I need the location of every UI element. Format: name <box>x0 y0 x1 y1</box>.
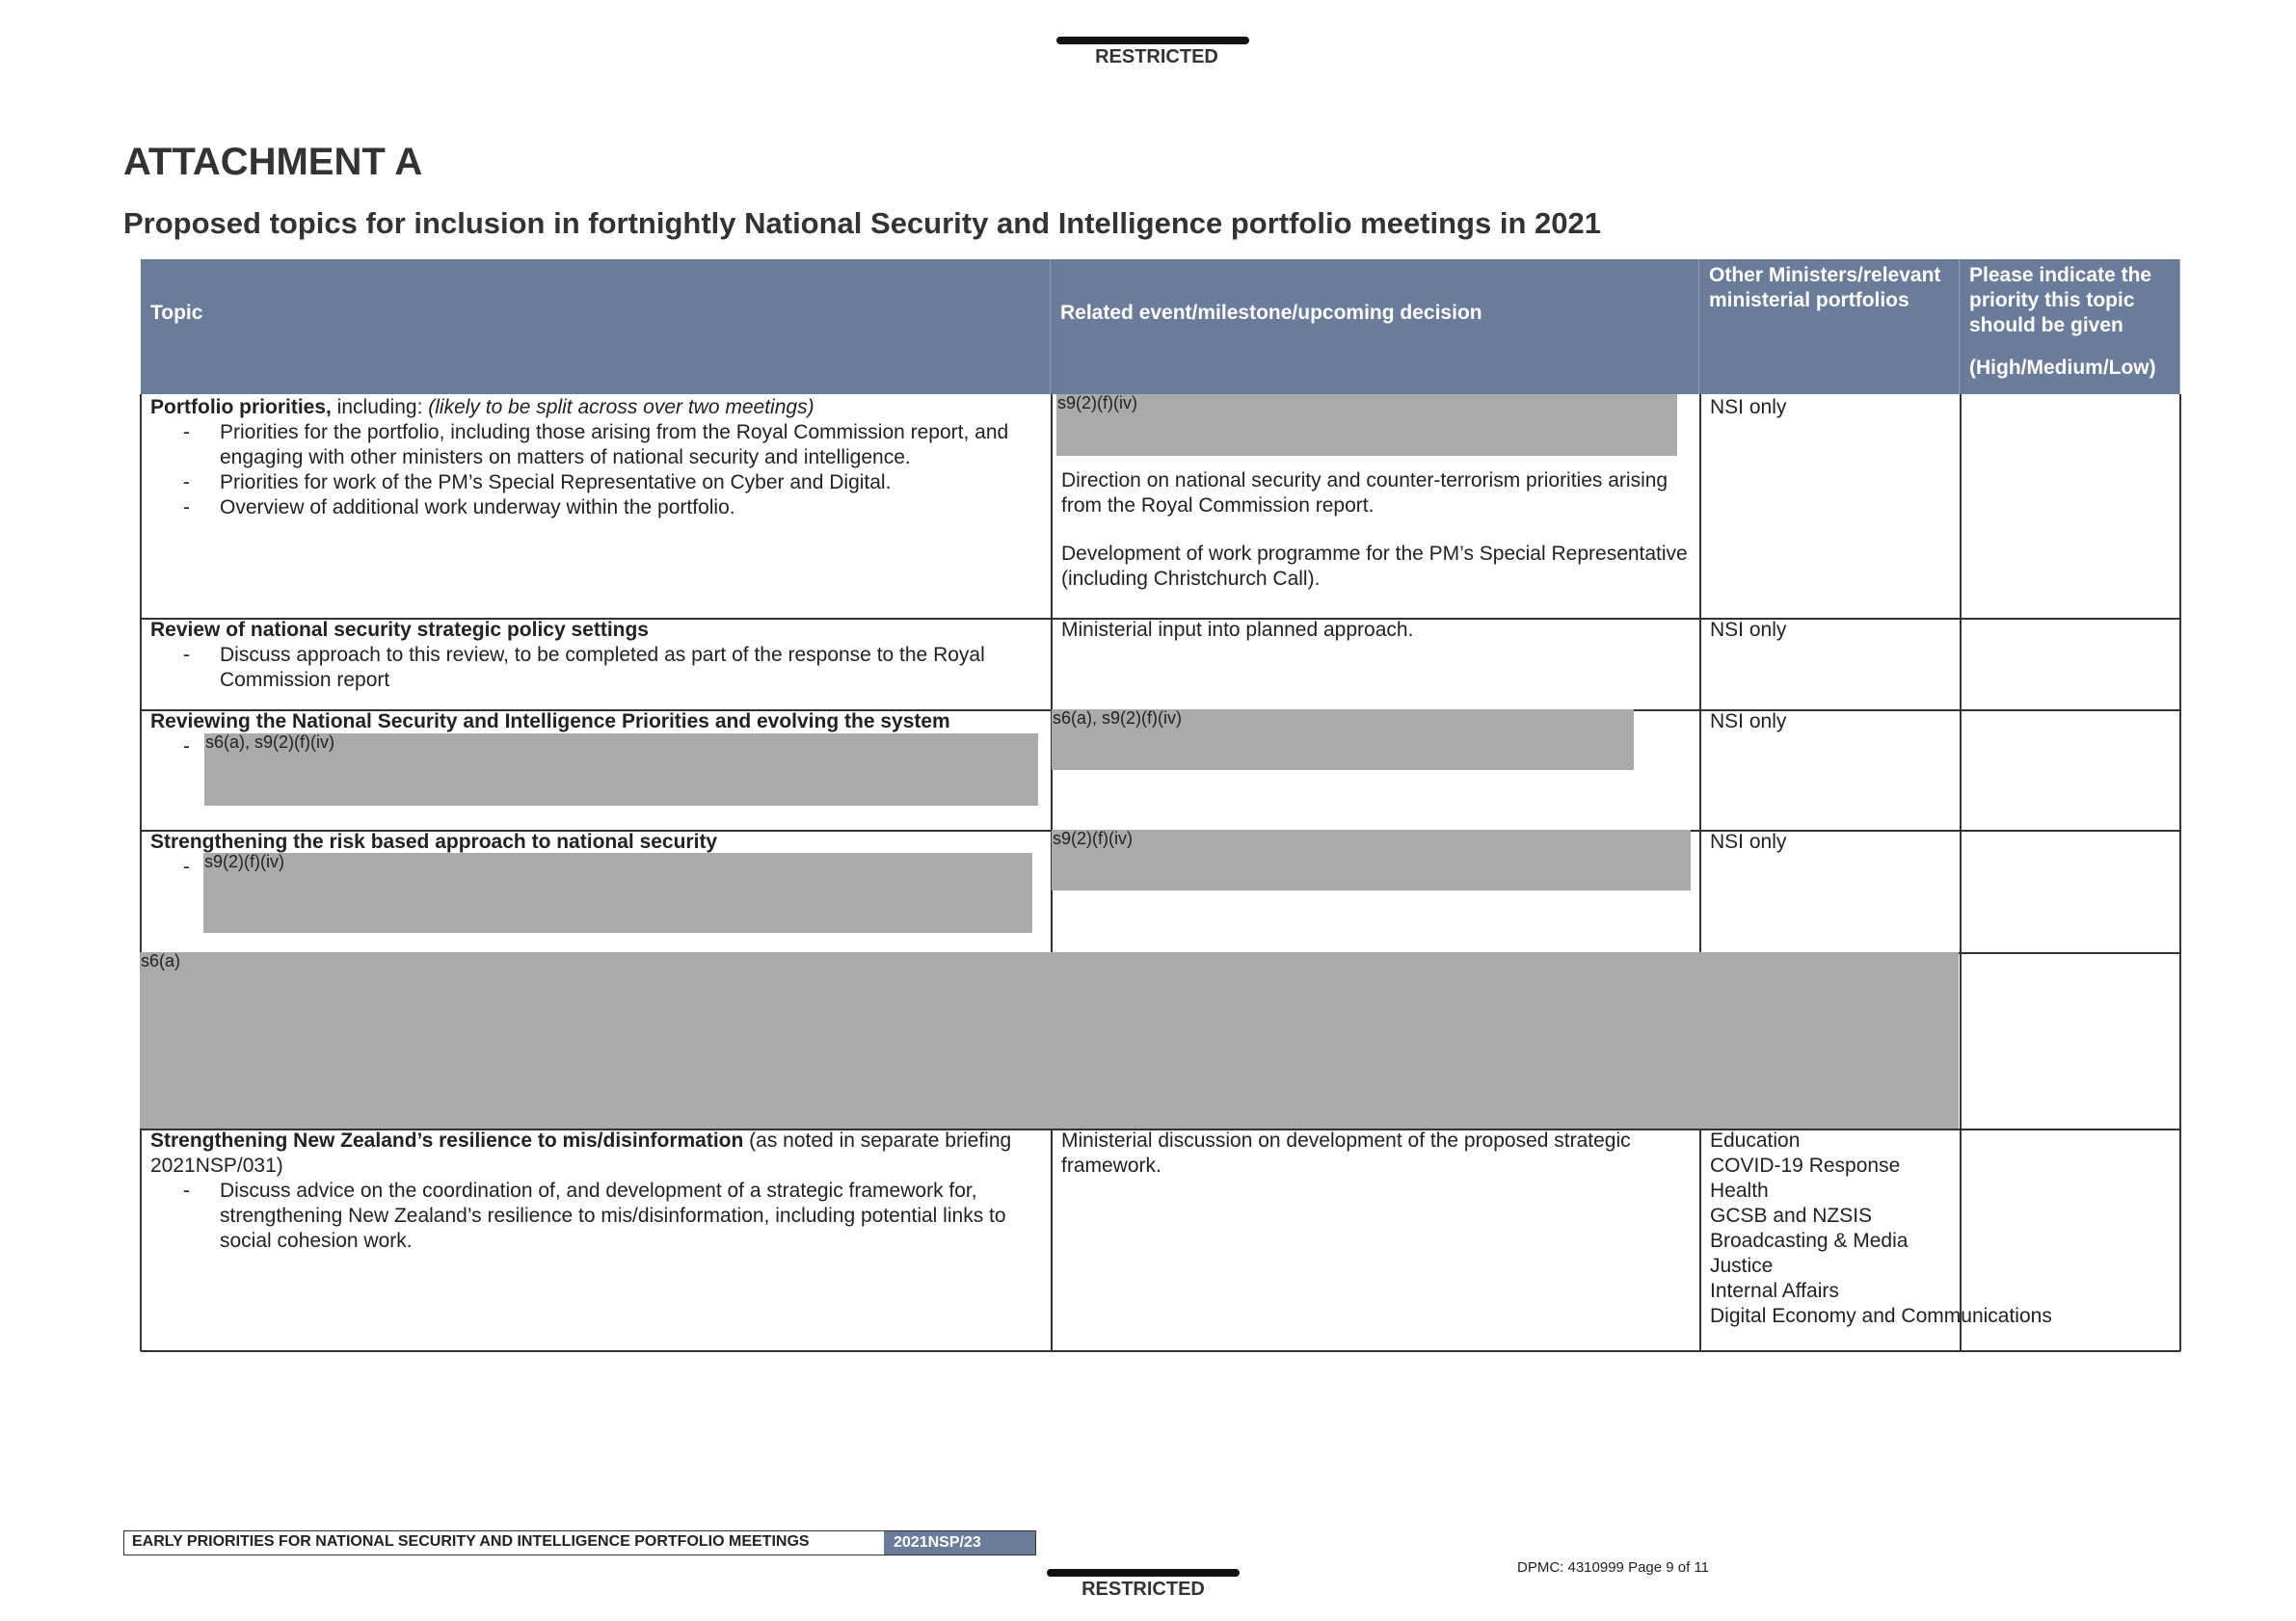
topic-heading: Strengthening New Zealand’s resilience to mis/disinformation <box>150 1129 744 1152</box>
bullet: - Discuss advice on the coordination of, and development of a strategic framework for, strengthening New Zealand’s resilience to mis/disinformation, including potential links to social cohesion work. <box>220 1179 1037 1254</box>
footer-ref: 2021NSP/23 <box>884 1531 1035 1555</box>
row1-ministers: NSI only <box>1710 396 1787 418</box>
header-event: Related event/milestone/upcoming decision <box>1051 259 1699 394</box>
col-divider <box>140 394 142 1351</box>
header-topic: Topic <box>141 259 1051 394</box>
redaction-label: s6(a), s9(2)(f)(iv) <box>1053 708 1182 728</box>
row3-ministers: NSI only <box>1710 710 1787 732</box>
restricted-mark-bottom: RESTRICTED <box>1081 1579 1205 1600</box>
header-ministers: Other Ministers/relevant ministerial portfolios <box>1699 259 1960 394</box>
header-priority <box>1960 259 2180 394</box>
row2-topic <box>150 618 1037 693</box>
header-priority-label: Please indicate the priority this topic should be given <box>1969 264 2152 336</box>
redaction-label: s9(2)(f)(iv) <box>1057 393 1137 412</box>
topic-heading: Portfolio priorities, <box>150 396 332 418</box>
row2-events: Ministerial input into planned approach. <box>1061 619 1414 641</box>
row2-ministers: NSI only <box>1710 619 1787 641</box>
row6-topic <box>150 1129 1037 1254</box>
col-divider <box>2179 394 2181 1351</box>
topic-text: including: <box>331 396 429 418</box>
bullet: - Priorities for work of the PM’s Special Representative on Cyber and Digital. <box>220 470 1037 495</box>
minister-item: Digital Economy and Communications <box>1710 1305 2052 1327</box>
attachment-title: ATTACHMENT A <box>123 141 423 183</box>
redaction-strike <box>1047 1569 1240 1577</box>
row6-ministers <box>1710 1129 2052 1329</box>
row4-topic: Strengthening the risk based approach to national security <box>150 831 718 853</box>
row3-topic: Reviewing the National Security and Intelligence Priorities and evolving the system <box>150 710 950 732</box>
minister-item: Broadcasting & Media <box>1710 1230 1909 1252</box>
restricted-mark-top: RESTRICTED <box>1095 46 1218 67</box>
bullet: - Discuss approach to this review, to be completed as part of the response to the Royal Commission report <box>220 643 1037 693</box>
redaction-box <box>1052 830 1691 890</box>
minister-item: Justice <box>1710 1255 1774 1277</box>
bullet: - Priorities for the portfolio, including those arising from the Royal Commission report, and engaging with other ministers on matters of national security and intelligence. <box>220 420 1037 470</box>
bullet-dash: - <box>183 735 190 757</box>
footer-box <box>123 1530 1036 1555</box>
redaction-strike <box>1056 37 1249 44</box>
redaction-label: s9(2)(f)(iv) <box>1053 829 1133 848</box>
redaction-box <box>140 952 1959 1129</box>
footer-label: EARLY PRIORITIES FOR NATIONAL SECURITY AND INTELLIGENCE PORTFOLIO MEETINGS <box>132 1533 810 1550</box>
minister-item: GCSB and NZSIS <box>1710 1205 1873 1227</box>
row1-events <box>1061 468 1688 592</box>
redaction-label: s6(a) <box>141 951 181 970</box>
redaction-box <box>1056 394 1677 456</box>
minister-item: Internal Affairs <box>1710 1280 1839 1302</box>
redaction-box <box>203 853 1032 933</box>
attachment-subtitle: Proposed topics for inclusion in fortnightly National Security and Intelligence portfolio meetings in 2021 <box>123 206 1601 240</box>
document-id: DPMC: 4310999 Page 9 of 11 <box>1517 1559 1710 1576</box>
minister-item: COVID-19 Response <box>1710 1155 1901 1177</box>
redaction-label: s9(2)(f)(iv) <box>204 852 284 871</box>
row-divider <box>141 1350 2180 1352</box>
redaction-label: s6(a), s9(2)(f)(iv) <box>205 732 334 752</box>
col-divider <box>1699 394 1701 1351</box>
row1-topic <box>150 395 1037 520</box>
event-text: Direction on national security and counter-terrorism priorities arising from the Royal Commission report. <box>1061 469 1669 517</box>
row4-ministers: NSI only <box>1710 831 1787 853</box>
header-priority-options: (High/Medium/Low) <box>1969 357 2156 379</box>
topic-heading: Review of national security strategic policy settings <box>150 619 649 641</box>
topic-text: (as noted in separate briefing 2021NSP/031) <box>150 1129 1012 1177</box>
minister-item: Education <box>1710 1129 1801 1152</box>
bullet-dash: - <box>183 856 190 878</box>
event-text: Development of work programme for the PM’s Special Representative (including Christchurch Call). <box>1061 543 1688 590</box>
minister-item: Health <box>1710 1180 1769 1202</box>
topic-note: (likely to be split across over two meetings) <box>428 396 814 418</box>
bullet: - Overview of additional work underway within the portfolio. <box>220 495 1037 520</box>
row6-events: Ministerial discussion on development of the proposed strategic framework. <box>1061 1129 1631 1177</box>
